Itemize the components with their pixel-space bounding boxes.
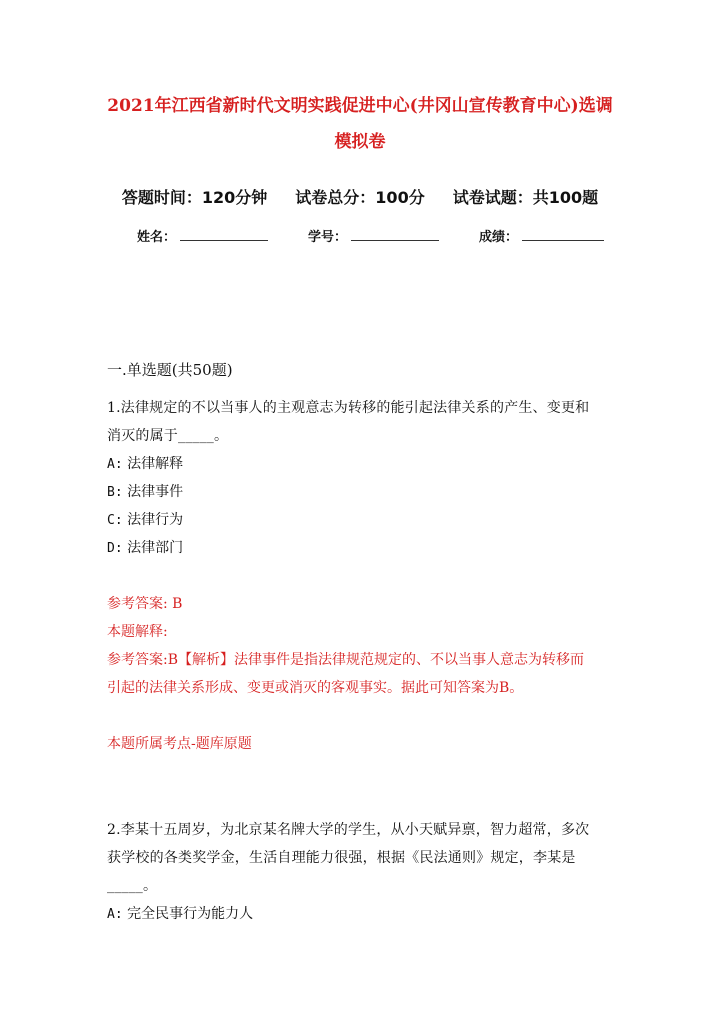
time-label: 答题时间：120分钟: [121, 188, 268, 207]
question-1-stem-line2: 消灭的属于_____。: [107, 428, 229, 444]
option-text: 法律解释: [127, 456, 184, 472]
option-letter: B:: [107, 485, 123, 500]
option-letter: C:: [107, 513, 123, 528]
student-id-label: 学号：: [308, 230, 348, 245]
question-1-explanation-line2: 引起的法律关系形成、变更或消灭的客观事实。据此可知答案为B。: [107, 680, 524, 696]
question-1-option-b[interactable]: [107, 478, 183, 507]
score-blank[interactable]: [522, 226, 604, 241]
question-1-answer: [107, 590, 607, 618]
option-letter: A:: [107, 907, 123, 922]
answer-label: 参考答案: B: [107, 596, 183, 612]
option-text: 法律事件: [127, 484, 184, 500]
option-text: 法律部门: [127, 540, 184, 556]
option-text: 法律行为: [127, 512, 184, 528]
student-id-field[interactable]: [308, 226, 439, 249]
score-field[interactable]: [479, 226, 604, 249]
question-2-option-a[interactable]: [107, 900, 253, 929]
question-1-source: 本题所属考点-题库原题: [107, 736, 252, 752]
question-2-stem-line2: 获学校的各类奖学金，生活自理能力很强，根据《民法通则》规定，李某是: [107, 850, 576, 866]
question-count-label: 试卷试题：共100题: [452, 188, 599, 207]
question-1-explanation-line1: 参考答案:B【解析】法律事件是指法律规范规定的、不以当事人意志为转移而: [107, 652, 585, 668]
name-field[interactable]: [137, 226, 268, 249]
name-label: 姓名：: [137, 230, 177, 245]
question-1-option-a[interactable]: [107, 450, 183, 479]
student-id-blank[interactable]: [351, 226, 439, 241]
total-score-label: 试卷总分：100分: [295, 188, 425, 207]
question-1-option-c[interactable]: [107, 506, 183, 535]
question-1-explanation-label: 本题解释:: [107, 624, 168, 640]
question-2-stem-line3: _____。: [107, 878, 158, 894]
exam-title-line2: 模拟卷: [334, 132, 386, 152]
question-1-stem-line1: 1.法律规定的不以当事人的主观意志为转移的能引起法律关系的产生、变更和: [107, 400, 590, 416]
question-2-stem-line1: 2.李某十五周岁，为北京某名牌大学的学生，从小天赋异禀，智力超常，多次: [107, 822, 590, 838]
exam-title-line1: 2021年江西省新时代文明实践促进中心(井冈山宣传教育中心)选调: [107, 96, 613, 116]
section-title: 一.单选题(共50题): [107, 361, 233, 379]
exam-meta: [0, 184, 720, 212]
option-letter: D:: [107, 541, 123, 556]
question-1-option-d[interactable]: [107, 534, 183, 563]
option-letter: A:: [107, 457, 123, 472]
name-blank[interactable]: [180, 226, 268, 241]
option-text: 完全民事行为能力人: [127, 906, 254, 922]
score-label: 成绩：: [479, 230, 519, 245]
